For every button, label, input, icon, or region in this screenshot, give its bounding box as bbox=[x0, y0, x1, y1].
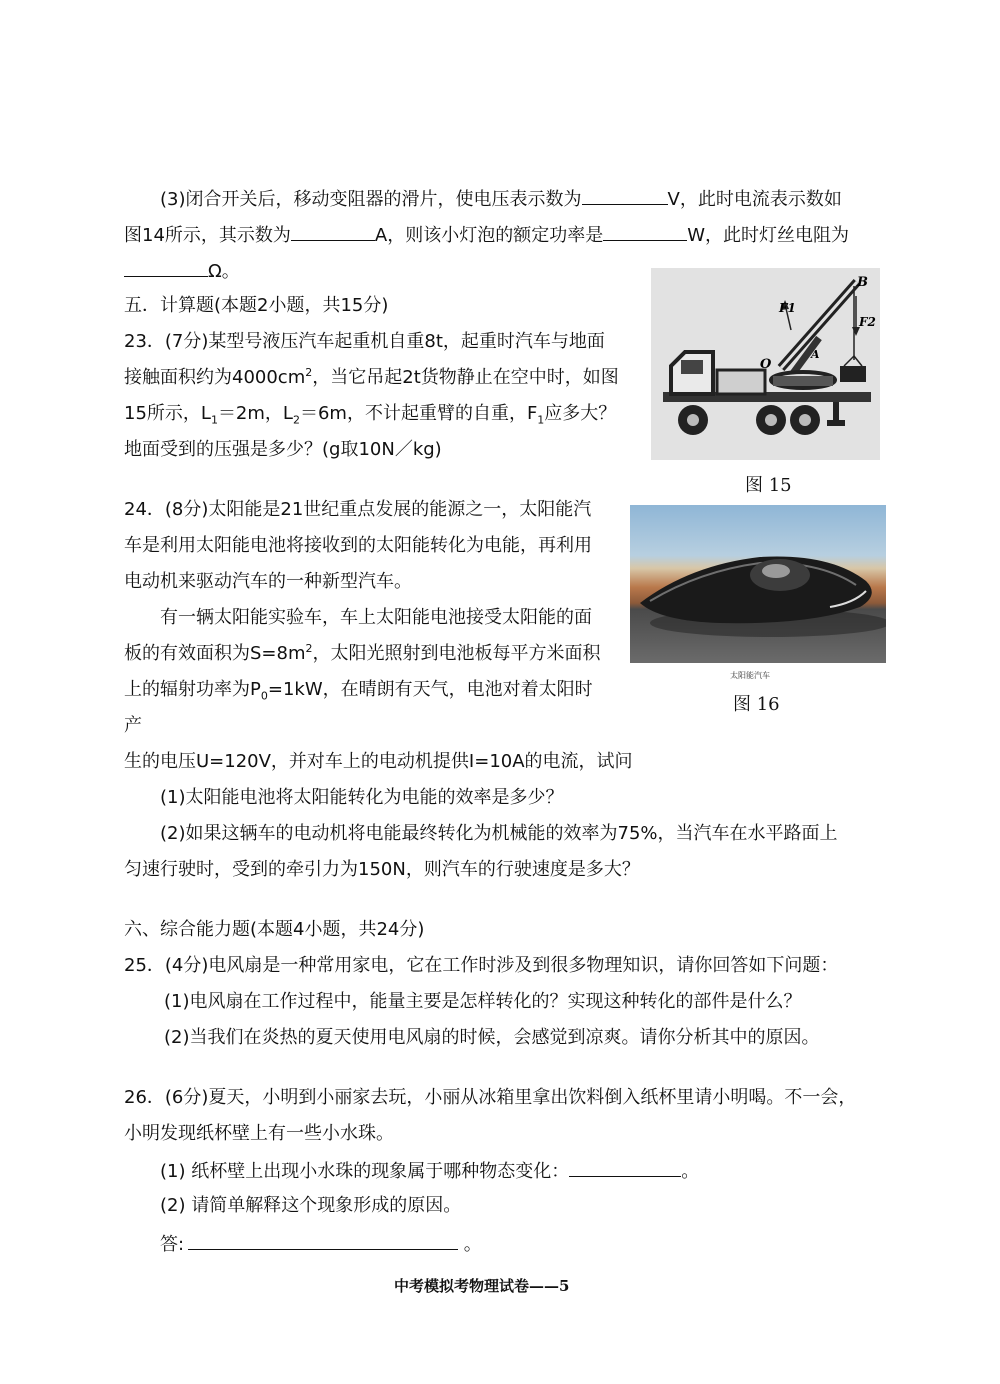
section-5-title: 五．计算题(本题2小题，共15分) bbox=[124, 295, 389, 316]
label-b: B bbox=[857, 275, 868, 290]
q24-line-8: 生的电压U=120V，并对车上的电动机提供I=10A的电流，试问 bbox=[124, 751, 633, 772]
q24-line-2: 车是利用太阳能电池将接收到的太阳能转化为电能，再利用 bbox=[124, 535, 592, 556]
q23-line-4: 地面受到的压强是多少？(g取10N／kg) bbox=[124, 439, 442, 460]
answer-blank bbox=[569, 1158, 681, 1177]
figure-15-caption: 图 15 bbox=[745, 475, 792, 496]
q24-line-9: (1)太阳能电池将太阳能转化为电能的效率是多少？ bbox=[160, 787, 564, 808]
answer-blank bbox=[124, 258, 208, 277]
q24-line-10: (2)如果这辆车的电动机将电能最终转化为机械能的效率为75%，当汽车在水平路面上 bbox=[160, 823, 838, 844]
figure-16-solar-car bbox=[630, 505, 886, 663]
figure-16-small-caption: 太阳能汽车 bbox=[730, 671, 770, 680]
figure-15-crane bbox=[651, 268, 880, 460]
q26-line-2: 小明发现纸杯壁上有一些小水珠。 bbox=[124, 1123, 394, 1144]
q23-line-1: 23．(7分)某型号液压汽车起重机自重8t，起重时汽车与地面 bbox=[124, 331, 605, 352]
q24-line-6: 上的辐射功率为$P_0=1kW$，在晴朗有天气，电池对着太阳时 bbox=[124, 679, 593, 703]
page-footer: 中考模拟考物理试卷——5 bbox=[394, 1277, 570, 1295]
q26-line-3: (1) 纸杯壁上出现小水珠的现象属于哪种物态变化： 。 bbox=[160, 1158, 699, 1184]
q24-line-3: 电动机来驱动汽车的一种新型汽车。 bbox=[124, 571, 412, 592]
q24-line-1: 24．(8分)太阳能是21世纪重点发展的能源之一，太阳能汽 bbox=[124, 499, 592, 520]
label-a: A bbox=[811, 348, 820, 361]
answer-blank bbox=[582, 186, 668, 205]
q22-line-1: (3)闭合开关后，移动变阻器的滑片，使电压表示数为 V，此时电流表示数如 bbox=[160, 186, 842, 212]
q26-line-5: 答: 。 bbox=[160, 1231, 482, 1257]
q23-line-3: 15所示，$L_1=2m$，$L_2=6m$，不计起重臂的自重，$F_1$应多大？ bbox=[124, 403, 617, 427]
label-f1: F1 bbox=[779, 301, 796, 315]
label-f2: F2 bbox=[859, 315, 876, 329]
answer-blank bbox=[603, 222, 687, 241]
label-o: O bbox=[760, 357, 772, 372]
q24-line-7: 产 bbox=[124, 715, 142, 736]
q25-line-3: (2)当我们在炎热的夏天使用电风扇的时候，会感觉到凉爽。请你分析其中的原因。 bbox=[164, 1027, 820, 1048]
q26-line-1: 26．(6分)夏天，小明到小丽家去玩，小丽从冰箱里拿出饮料倒入纸杯里请小明喝。不一会， bbox=[124, 1087, 857, 1108]
section-6-title: 六、综合能力题(本题4小题，共24分) bbox=[124, 919, 425, 940]
q22-line-2: 图14所示，其示数为 A，则该小灯泡的额定功率是 W，此时灯丝电阻为 bbox=[124, 222, 849, 248]
q25-line-2: (1)电风扇在工作过程中，能量主要是怎样转化的？实现这种转化的部件是什么？ bbox=[164, 991, 802, 1012]
q22-line-3: Ω。 bbox=[124, 258, 240, 284]
answer-blank bbox=[188, 1231, 458, 1250]
q23-line-2: 接触面积约为$4000cm^2$，当它吊起2t货物静止在空中时，如图 bbox=[124, 366, 619, 388]
q26-line-4: (2) 请简单解释这个现象形成的原因。 bbox=[160, 1195, 462, 1216]
answer-blank bbox=[291, 222, 375, 241]
q24-line-4: 有一辆太阳能实验车，车上太阳能电池接受太阳能的面 bbox=[160, 607, 592, 628]
q25-line-1: 25．(4分)电风扇是一种常用家电，它在工作时涉及到很多物理知识，请你回答如下问题： bbox=[124, 955, 839, 976]
figure-16-caption: 图 16 bbox=[733, 694, 780, 715]
q24-line-11: 匀速行驶时，受到的牵引力为150N，则汽车的行驶速度是多大？ bbox=[124, 859, 640, 880]
q24-line-5: 板的有效面积为$S=8m^2$，太阳光照射到电池板每平方米面积 bbox=[124, 642, 601, 664]
